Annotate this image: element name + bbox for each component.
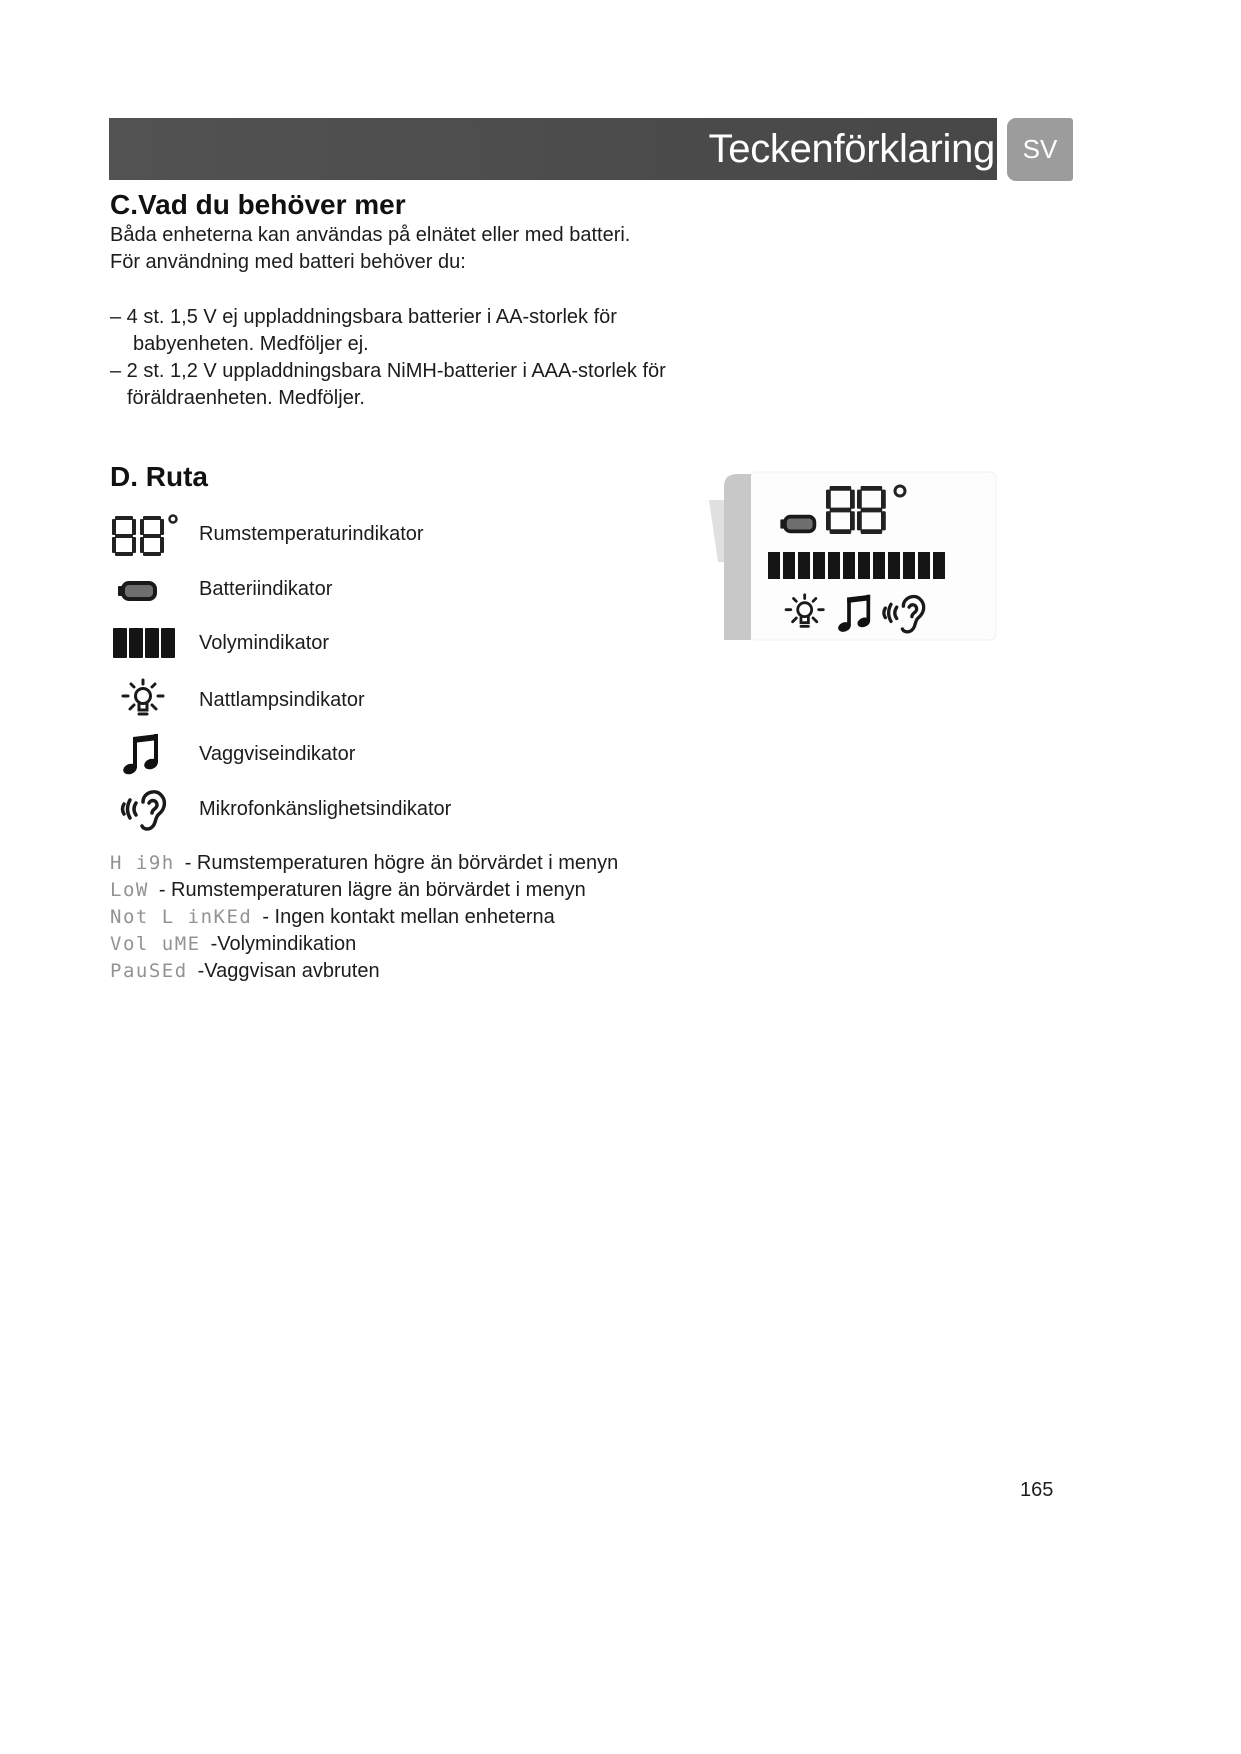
lcd-code-row	[110, 877, 586, 904]
lcd-code-row	[110, 958, 380, 985]
volume-bars-icon	[110, 620, 182, 666]
page-title: Teckenförklaring	[708, 127, 995, 171]
lcd-code: H i9h	[110, 852, 175, 874]
volume-segment	[843, 552, 855, 579]
lcd-code-description: - Rumstemperaturen högre än börvärdet i menyn	[184, 852, 619, 874]
volume-segment	[113, 628, 127, 658]
section-c-intro-line: För användning med batteri behöver du:	[110, 251, 466, 273]
section-c-heading: C.Vad du behöver mer	[110, 189, 406, 220]
display-bezel-band	[724, 474, 751, 640]
volume-segment	[813, 552, 825, 579]
battery-requirement-item-continued: babyenheten. Medföljer ej.	[133, 333, 369, 355]
lcd-code-row	[110, 850, 618, 877]
lcd-code-description: -Vaggvisan avbruten	[197, 960, 380, 982]
volume-segment	[933, 552, 945, 579]
lcd-code: Vol uME	[110, 933, 201, 955]
legend-row-temperature	[110, 511, 530, 557]
language-tab: SV	[1007, 118, 1073, 181]
volume-segment	[888, 552, 900, 579]
volume-segment	[903, 552, 915, 579]
section-header-bar	[109, 118, 997, 180]
volume-segment	[129, 628, 143, 658]
lullaby-note-icon	[110, 731, 182, 777]
volume-segment	[828, 552, 840, 579]
night-light-icon	[110, 677, 182, 723]
legend-label: Batteriindikator	[199, 578, 333, 600]
lcd-code: LoW	[110, 879, 149, 901]
battery-icon	[110, 566, 182, 612]
lcd-code: Not L inKEd	[110, 906, 253, 928]
volume-segment	[145, 628, 159, 658]
lcd-code-description: - Rumstemperaturen lägre än börvärdet i menyn	[158, 879, 586, 901]
display-bezel-wedge	[709, 500, 724, 562]
page-number: 165	[1020, 1479, 1054, 1501]
legend-row-volume	[110, 620, 530, 666]
lcd-code-description: -Volymindikation	[210, 933, 357, 955]
legend-row-microphone	[110, 786, 530, 832]
degree-symbol	[170, 516, 177, 523]
volume-segment	[783, 552, 795, 579]
temperature-digits-icon	[110, 511, 182, 557]
section-d-heading: D. Ruta	[110, 461, 208, 492]
lcd-code-description: - Ingen kontakt mellan enheterna	[262, 906, 555, 928]
battery-requirement-item-continued: föräldraenheten. Medföljer.	[127, 387, 365, 409]
legend-label: Nattlampsindikator	[199, 689, 365, 711]
volume-segment	[918, 552, 930, 579]
legend-row-night-light	[110, 677, 530, 723]
lcd-display-illustration	[706, 470, 998, 644]
legend-label: Rumstemperaturindikator	[199, 523, 424, 545]
battery-requirement-item: – 2 st. 1,2 V uppladdningsbara NiMH-batterier i AAA-storlek för	[110, 360, 666, 382]
volume-segment	[873, 552, 885, 579]
digit-segment-8	[112, 516, 136, 556]
lcd-code-row	[110, 904, 555, 931]
legend-label: Mikrofonkänslighetsindikator	[199, 798, 452, 820]
volume-segment	[161, 628, 175, 658]
volume-segment	[798, 552, 810, 579]
legend-label: Volymindikator	[199, 632, 330, 654]
microphone-ear-icon	[110, 786, 182, 832]
battery-icon	[780, 515, 816, 533]
volume-segment	[858, 552, 870, 579]
digit-segment-8	[140, 516, 164, 556]
battery-requirement-item: – 4 st. 1,5 V ej uppladdningsbara batterier i AA-storlek för	[110, 306, 617, 328]
lcd-code-row	[110, 931, 356, 958]
legend-row-battery	[110, 566, 530, 612]
legend-label: Vaggviseindikator	[199, 743, 356, 765]
section-c-intro-line: Båda enheterna kan användas på elnätet eller med batteri.	[110, 224, 631, 246]
legend-row-lullaby	[110, 731, 530, 777]
lcd-code: PauSEd	[110, 960, 188, 982]
volume-segment	[768, 552, 780, 579]
